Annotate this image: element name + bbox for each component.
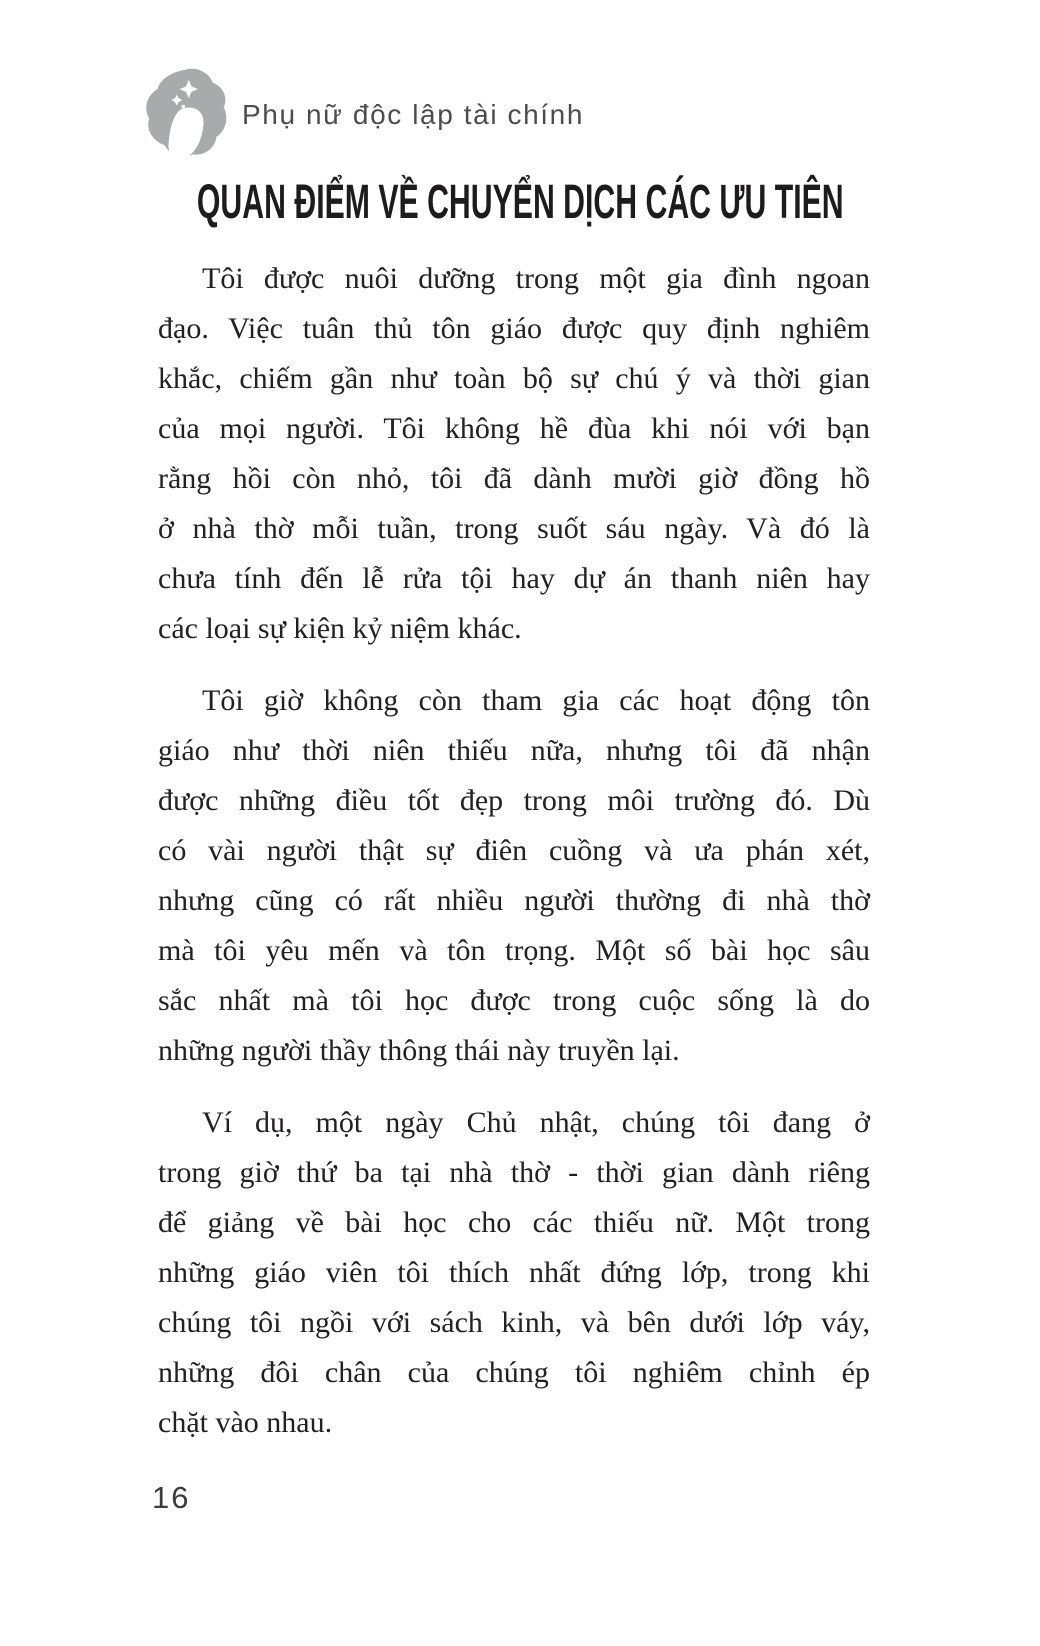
- text-line: nhưng cũng có rất nhiều người thường đi nhà thờ: [158, 884, 870, 917]
- text-line: khắc, chiếm gần như toàn bộ sự chú ý và thời gian: [158, 362, 870, 395]
- text-line: Tôi được nuôi dưỡng trong một gia đình ngoan: [202, 262, 870, 295]
- text-line: trong giờ thứ ba tại nhà thờ - thời gian dành riêng: [158, 1156, 870, 1189]
- text-line: của mọi người. Tôi không hề đùa khi nói với bạn: [158, 412, 870, 445]
- text-line: đạo. Việc tuân thủ tôn giáo được quy định nghiêm: [158, 312, 870, 345]
- paragraph: [158, 1098, 870, 1448]
- text-line: chặt vào nhau.: [158, 1406, 333, 1439]
- text-line: Tôi giờ không còn tham gia các hoạt động tôn: [202, 684, 870, 717]
- text-line: rằng hồi còn nhỏ, tôi đã dành mười giờ đồng hồ: [158, 462, 870, 495]
- woman-silhouette-logo-icon: [140, 66, 232, 160]
- text-line: các loại sự kiện kỷ niệm khác.: [158, 612, 522, 645]
- text-line: sắc nhất mà tôi học được trong cuộc sống là do: [158, 984, 870, 1017]
- section-title-wrap: [0, 176, 1040, 230]
- section-title: QUAN ĐIỂM VỀ CHUYỂN DỊCH CÁC ƯU TIÊN: [196, 176, 844, 229]
- text-line: giáo như thời niên thiếu nữa, nhưng tôi đã nhận: [158, 734, 870, 767]
- text-line: chưa tính đến lễ rửa tội hay dự án thanh niên hay: [158, 562, 870, 595]
- text-line: được những điều tốt đẹp trong môi trường đó. Dù: [158, 784, 870, 817]
- page-header: [140, 66, 584, 160]
- body-text: [158, 254, 870, 1470]
- paragraph: [158, 676, 870, 1076]
- text-line: những người thầy thông thái này truyền lại.: [158, 1034, 680, 1067]
- text-line: mà tôi yêu mến và tôn trọng. Một số bài học sâu: [158, 934, 870, 967]
- text-line: những đôi chân của chúng tôi nghiêm chỉnh ép: [158, 1356, 870, 1389]
- text-line: chúng tôi ngồi với sách kinh, và bên dưới lớp váy,: [158, 1306, 870, 1339]
- text-line: có vài người thật sự điên cuồng và ưa phán xét,: [158, 834, 870, 867]
- text-line: ở nhà thờ mỗi tuần, trong suốt sáu ngày. Và đó là: [158, 512, 870, 545]
- text-line: những giáo viên tôi thích nhất đứng lớp, trong khi: [158, 1256, 870, 1289]
- brand-title: Phụ nữ độc lập tài chính: [242, 99, 585, 130]
- page-number: 16: [152, 1480, 191, 1515]
- text-line: Ví dụ, một ngày Chủ nhật, chúng tôi đang ở: [202, 1106, 870, 1139]
- text-line: để giảng về bài học cho các thiếu nữ. Một trong: [158, 1206, 870, 1239]
- paragraph: [158, 254, 870, 654]
